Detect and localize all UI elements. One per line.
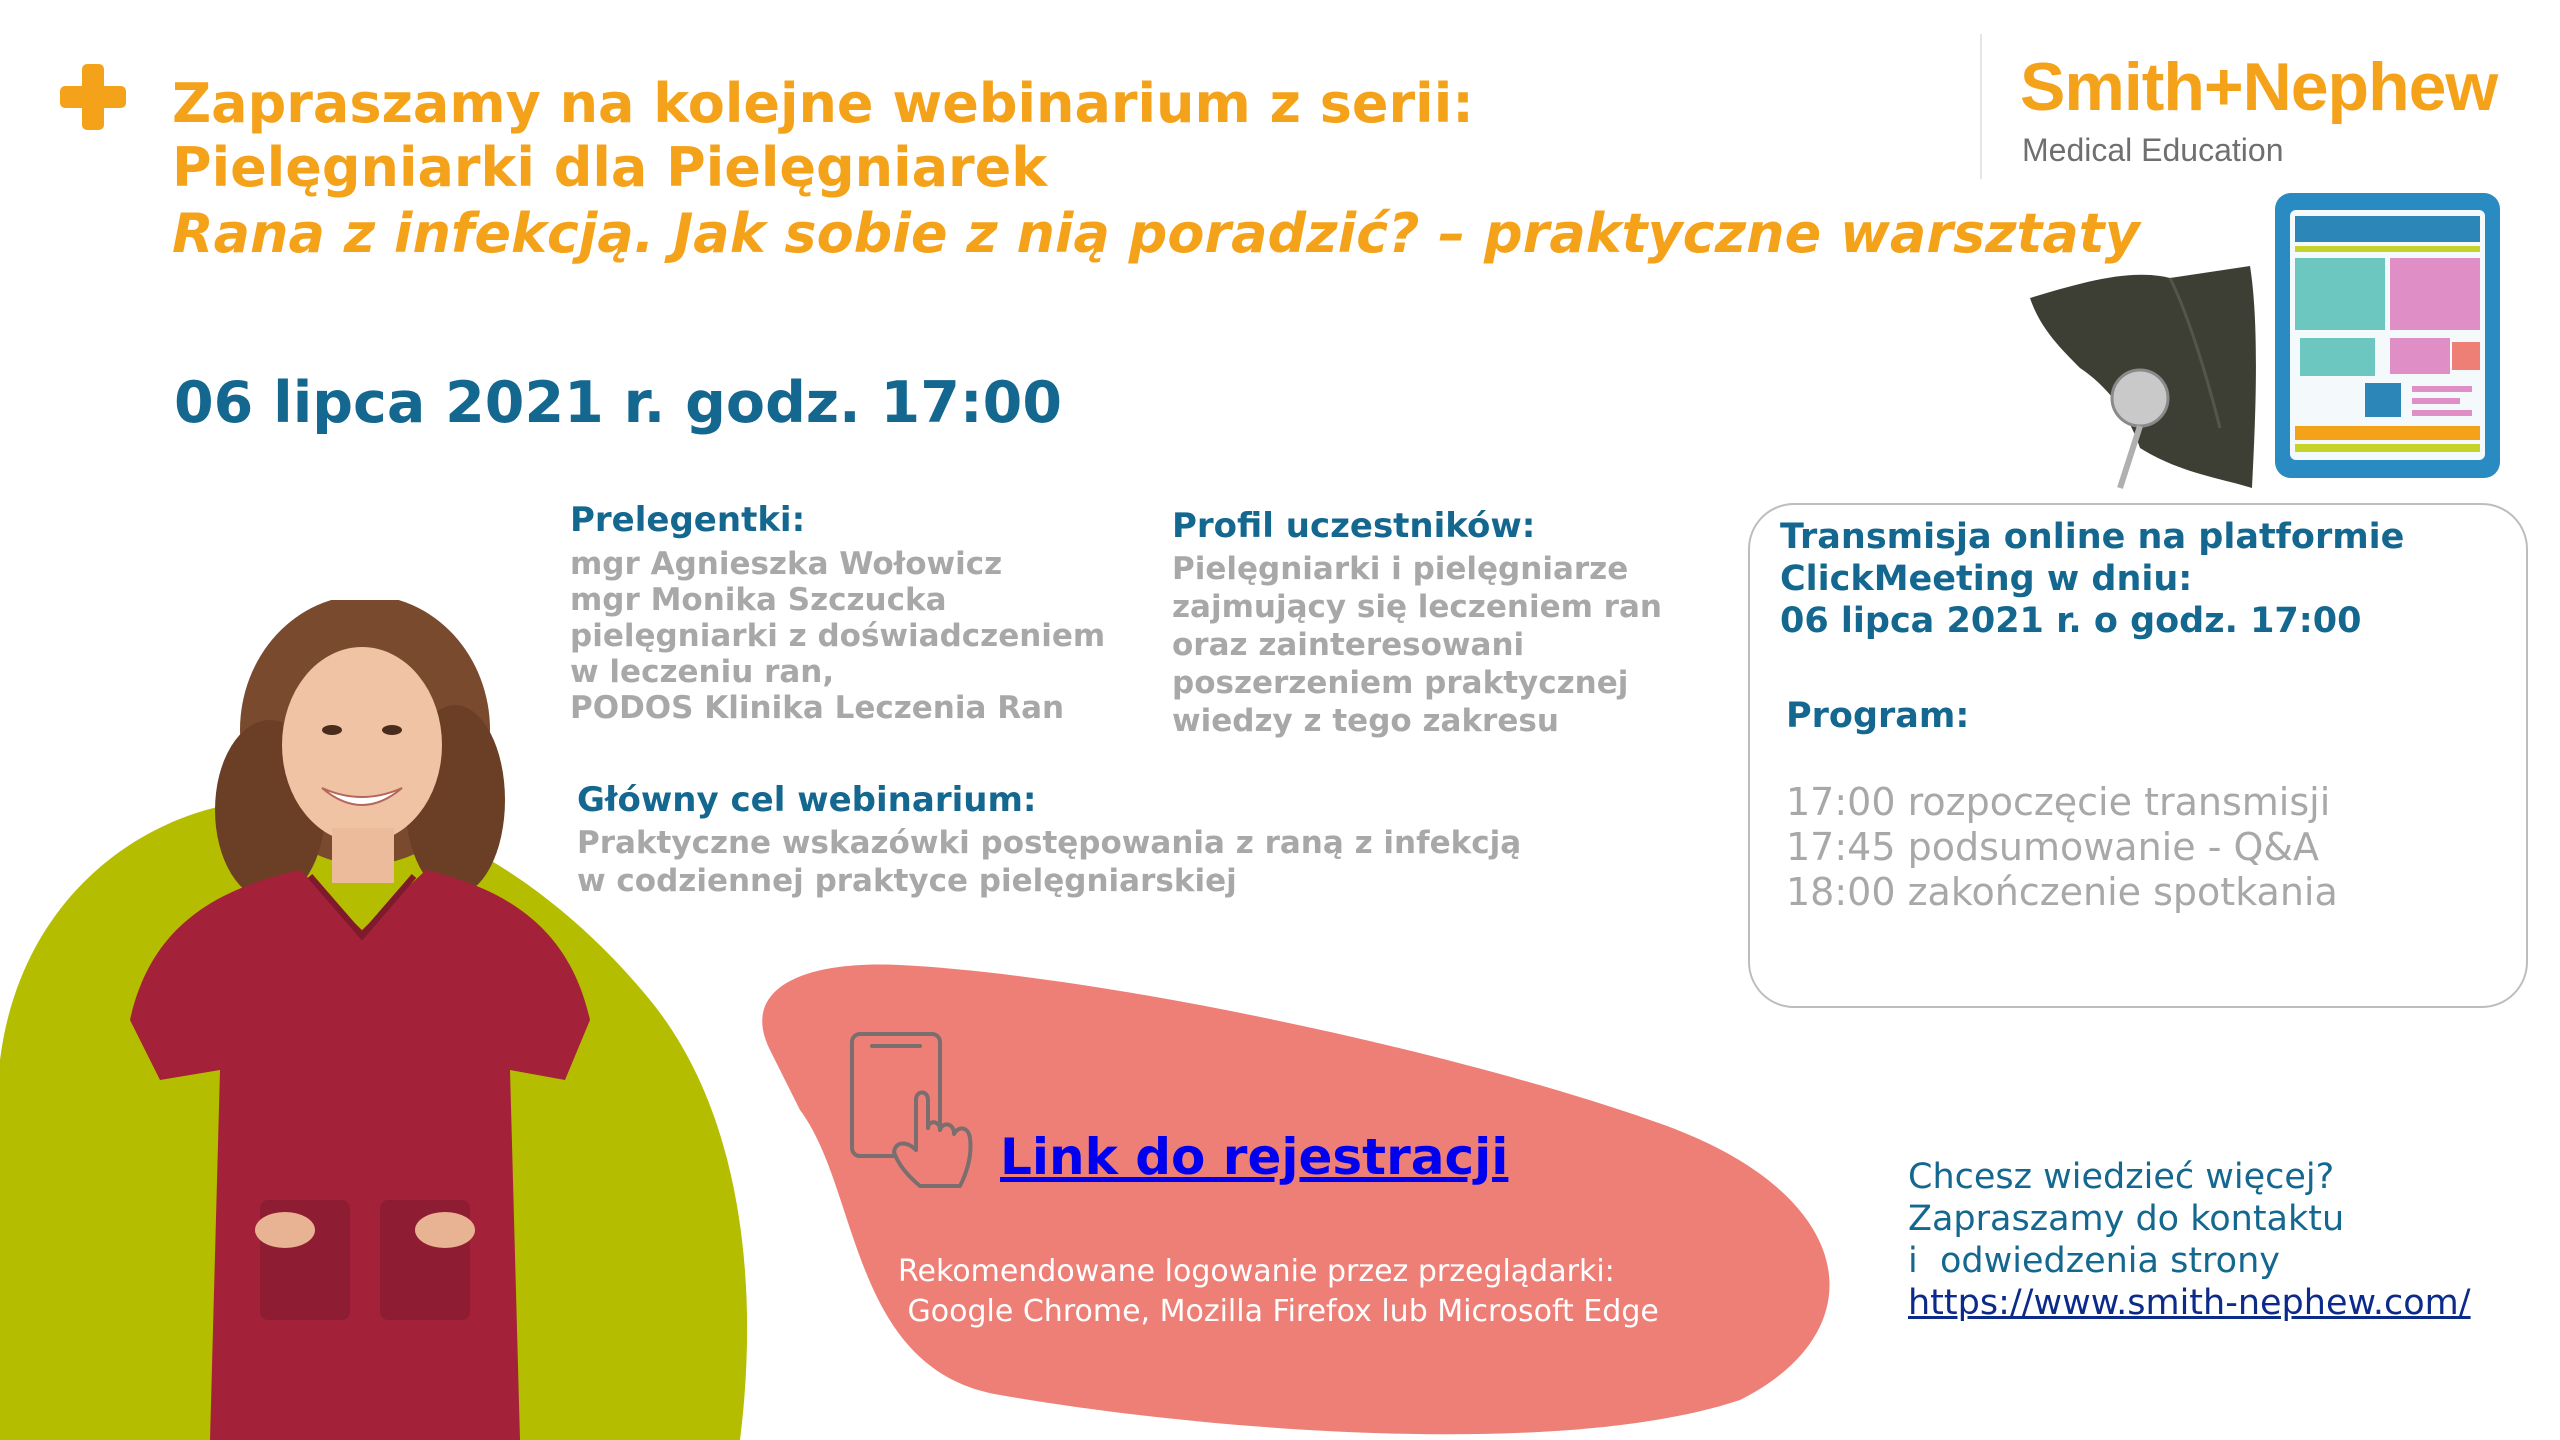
contact-line: i odwiedzenia strony [1908, 1241, 2280, 1281]
broadcast-line: 06 lipca 2021 r. o godz. 17:00 [1780, 601, 2362, 641]
contact-line: Zapraszamy do kontaktu [1908, 1199, 2345, 1239]
speakers-label: Prelegentki: [570, 500, 806, 540]
tablet-hand-icon [848, 1030, 978, 1190]
browser-note-line: Rekomendowane logowanie przez przeglądarki: [898, 1254, 1615, 1289]
goal-block [577, 780, 1521, 900]
program-label: Program: [1786, 696, 1970, 736]
title-line-1: Zapraszamy na kolejne webinarium z serii: [172, 72, 1474, 135]
goal-line: Praktyczne wskazówki postępowania z raną z infekcją [577, 825, 1522, 861]
broadcast-details [1780, 516, 2404, 642]
registration-link[interactable]: Link do rejestracji [1000, 1128, 1509, 1186]
speaker-line: mgr Agnieszka Wołowicz [570, 546, 1003, 582]
speaker-line: w leczeniu ran, [570, 654, 835, 690]
speaker-line: pielęgniarki z doświadczeniem [570, 618, 1106, 654]
goal-label: Główny cel webinarium: [577, 780, 1037, 820]
program-item: 18:00 zakończenie spotkania [1786, 870, 2338, 914]
webinar-topic: Rana z infekcją. Jak sobie z nią poradzić? – praktyczne warsztaty [172, 202, 2140, 265]
audience-line: poszerzeniem praktycznej [1172, 665, 1629, 701]
speakers-block [570, 500, 1105, 726]
title-line-2: Pielęgniarki dla Pielęgniarek [172, 136, 1048, 199]
nurse-photo [110, 600, 630, 1440]
brand-logo: Smith+Nephew [2020, 49, 2498, 125]
audience-details [1172, 550, 1662, 740]
logo-divider [1980, 34, 1982, 179]
website-link[interactable]: https://www.smith-nephew.com/ [1908, 1283, 2471, 1323]
audience-block [1172, 506, 1662, 740]
audience-line: oraz zainteresowani [1172, 627, 1525, 663]
speakers-details [570, 546, 1105, 726]
contact-block [1908, 1156, 2471, 1324]
brand-subtitle: Medical Education [2022, 132, 2284, 168]
audience-label: Profil uczestników: [1172, 506, 1536, 546]
program-list [1786, 780, 2338, 915]
goal-line: w codziennej praktyce pielęgniarskiej [577, 863, 1237, 899]
goal-details [577, 824, 1521, 900]
plus-icon [60, 64, 126, 130]
speaker-line: mgr Monika Szczucka [570, 582, 947, 618]
speaker-line: PODOS Klinika Leczenia Ran [570, 690, 1065, 726]
program-item: 17:00 rozpoczęcie transmisji [1786, 780, 2331, 824]
audience-line: zajmujący się leczeniem ran [1172, 589, 1662, 625]
audience-line: Pielęgniarki i pielęgniarze [1172, 551, 1629, 587]
browser-note-line: Google Chrome, Mozilla Firefox lub Microsoft Edge [898, 1294, 1659, 1329]
audience-line: wiedzy z tego zakresu [1172, 703, 1559, 739]
broadcast-line: ClickMeeting w dniu: [1780, 559, 2193, 599]
broadcast-line: Transmisja online na platformie [1780, 517, 2405, 557]
contact-line: Chcesz wiedzieć więcej? [1908, 1157, 2335, 1197]
event-date-heading: 06 lipca 2021 r. godz. 17:00 [174, 370, 1062, 436]
browser-recommendation [898, 1252, 1659, 1332]
program-item: 17:45 podsumowanie - Q&A [1786, 825, 2320, 869]
tablet-illustration [2020, 188, 2520, 508]
